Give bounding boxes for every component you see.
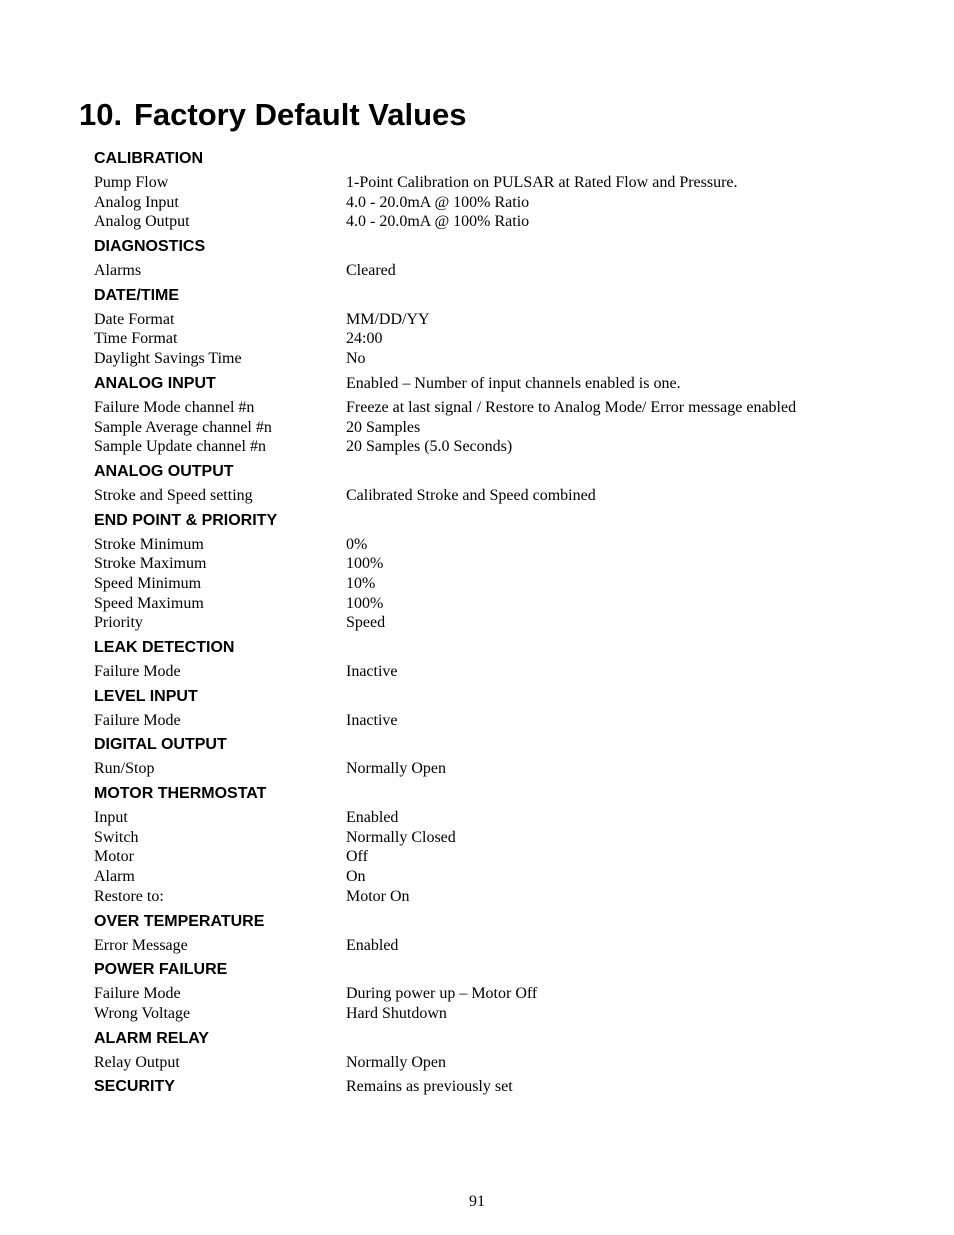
- setting-label: Error Message: [94, 936, 188, 954]
- setting-label: Run/Stop: [94, 760, 155, 778]
- section-title: DATE/TIME: [94, 286, 180, 304]
- setting-row: [94, 828, 914, 848]
- setting-value: Cleared: [346, 262, 396, 280]
- setting-row: [94, 662, 914, 682]
- section-alarm-relay: [94, 1027, 914, 1076]
- heading-title: Factory Default Values: [134, 97, 467, 132]
- section-header: [94, 460, 914, 484]
- setting-label: Date Format: [94, 310, 175, 328]
- section-title: END POINT & PRIORITY: [94, 511, 278, 529]
- section-header: [94, 1027, 914, 1051]
- setting-row: [94, 847, 914, 867]
- section-note: Enabled – Number of input channels enabled is one.: [346, 374, 681, 392]
- setting-value: During power up – Motor Off: [346, 985, 538, 1003]
- setting-value: MM/DD/YY: [346, 310, 430, 328]
- setting-rows: [94, 709, 914, 734]
- setting-rows: [94, 1051, 914, 1076]
- setting-row: [94, 808, 914, 828]
- setting-label: Time Format: [94, 330, 178, 348]
- setting-value: Hard Shutdown: [346, 1004, 447, 1022]
- setting-label: Stroke Minimum: [94, 535, 204, 553]
- setting-rows: [94, 308, 914, 372]
- setting-label: Failure Mode: [94, 711, 181, 729]
- setting-label: Alarm: [94, 868, 135, 886]
- section-header: [94, 733, 914, 757]
- section-title: ALARM RELAY: [94, 1029, 209, 1047]
- section-title: CALIBRATION: [94, 150, 204, 167]
- heading-number: 10.: [79, 97, 123, 132]
- setting-rows: [94, 259, 914, 284]
- setting-row: [94, 535, 914, 555]
- section-end-point-priority: [94, 509, 914, 636]
- section-header: [94, 509, 914, 533]
- defaults-list: [94, 147, 914, 1099]
- setting-row: [94, 1004, 914, 1024]
- setting-label: Motor: [94, 848, 134, 866]
- setting-row: [94, 867, 914, 887]
- section-power-failure: [94, 958, 914, 1026]
- setting-label: Switch: [94, 828, 139, 846]
- setting-rows: [94, 171, 914, 235]
- section-date-time: [94, 284, 914, 372]
- section-title: DIGITAL OUTPUT: [94, 736, 227, 754]
- setting-value: 20 Samples: [346, 418, 421, 436]
- section-analog-input: [94, 372, 914, 460]
- section-title: LEAK DETECTION: [94, 639, 235, 656]
- setting-row: [94, 212, 914, 232]
- setting-label: Sample Average channel #n: [94, 418, 272, 436]
- setting-rows: [94, 806, 914, 909]
- setting-row: [94, 329, 914, 349]
- setting-rows: [94, 533, 914, 636]
- section-title: POWER FAILURE: [94, 961, 228, 979]
- setting-label: Analog Input: [94, 193, 179, 211]
- setting-label: Stroke Maximum: [94, 555, 207, 573]
- setting-rows: [94, 484, 914, 509]
- setting-value: 100%: [346, 594, 384, 612]
- section-diagnostics: [94, 235, 914, 284]
- setting-label: Daylight Savings Time: [94, 350, 242, 368]
- setting-value: Normally Closed: [346, 828, 456, 846]
- section-security: [94, 1075, 914, 1099]
- section-leak-detection: [94, 636, 914, 685]
- section-level-input: [94, 685, 914, 734]
- setting-row: [94, 310, 914, 330]
- setting-rows: [94, 660, 914, 685]
- section-over-temperature: [94, 910, 914, 959]
- setting-value: On: [346, 868, 366, 886]
- setting-row: [94, 437, 914, 457]
- setting-label: Speed Maximum: [94, 594, 204, 612]
- setting-row: [94, 398, 914, 418]
- setting-row: [94, 554, 914, 574]
- setting-value: 20 Samples (5.0 Seconds): [346, 438, 513, 456]
- section-title: SECURITY: [94, 1078, 175, 1096]
- setting-value: 10%: [346, 574, 376, 592]
- setting-row: [94, 574, 914, 594]
- page-heading: [79, 95, 467, 135]
- setting-row: [94, 193, 914, 213]
- setting-value: Motor On: [346, 887, 410, 905]
- setting-value: 24:00: [346, 330, 383, 348]
- setting-value: Speed: [346, 614, 386, 632]
- setting-label: Failure Mode channel #n: [94, 398, 255, 416]
- setting-value: 1-Point Calibration on PULSAR at Rated Flow and Pressure.: [346, 174, 738, 191]
- setting-label: Speed Minimum: [94, 574, 202, 592]
- section-digital-output: [94, 733, 914, 782]
- setting-value: Enabled: [346, 809, 399, 827]
- section-header: [94, 147, 914, 171]
- setting-label: Input: [94, 809, 128, 827]
- section-title: ANALOG OUTPUT: [94, 462, 234, 480]
- section-header: [94, 1075, 914, 1099]
- setting-row: [94, 711, 914, 731]
- setting-row: [94, 594, 914, 614]
- section-title: LEVEL INPUT: [94, 687, 198, 705]
- setting-value: Off: [346, 848, 368, 866]
- setting-value: Calibrated Stroke and Speed combined: [346, 486, 596, 504]
- setting-label: Stroke and Speed setting: [94, 486, 253, 504]
- section-note: Remains as previously set: [346, 1078, 513, 1096]
- setting-value: Inactive: [346, 663, 398, 680]
- setting-label: Failure Mode: [94, 985, 181, 1003]
- setting-rows: [94, 757, 914, 782]
- setting-value: 0%: [346, 535, 368, 553]
- section-header: [94, 372, 914, 396]
- setting-value: 100%: [346, 555, 384, 573]
- setting-rows: [94, 396, 914, 460]
- setting-row: [94, 759, 914, 779]
- setting-rows: [94, 982, 914, 1026]
- setting-label: Relay Output: [94, 1053, 180, 1071]
- setting-row: [94, 1053, 914, 1073]
- section-header: [94, 958, 914, 982]
- setting-label: Sample Update channel #n: [94, 438, 266, 456]
- setting-value: 4.0 - 20.0mA @ 100% Ratio: [346, 213, 530, 231]
- setting-value: Freeze at last signal / Restore to Analog Mode/ Error message enabled: [346, 398, 797, 416]
- setting-value: Normally Open: [346, 760, 446, 778]
- setting-value: Enabled: [346, 936, 399, 954]
- section-analog-output: [94, 460, 914, 509]
- setting-row: [94, 173, 914, 193]
- section-title: ANALOG INPUT: [94, 374, 216, 392]
- setting-row: [94, 349, 914, 369]
- setting-row: [94, 261, 914, 281]
- setting-label: Failure Mode: [94, 663, 181, 680]
- setting-value: Normally Open: [346, 1053, 446, 1071]
- setting-rows: [94, 934, 914, 959]
- setting-value: No: [346, 350, 366, 368]
- section-motor-thermostat: [94, 782, 914, 909]
- setting-row: [94, 486, 914, 506]
- section-header: [94, 284, 914, 308]
- section-calibration: [94, 147, 914, 235]
- setting-row: [94, 984, 914, 1004]
- page-number: 91: [469, 1193, 485, 1210]
- setting-label: Alarms: [94, 262, 142, 280]
- section-header: [94, 636, 914, 660]
- section-header: [94, 685, 914, 709]
- section-title: DIAGNOSTICS: [94, 238, 206, 256]
- section-title: MOTOR THERMOSTAT: [94, 785, 267, 803]
- section-header: [94, 235, 914, 259]
- setting-row: [94, 613, 914, 633]
- section-header: [94, 910, 914, 934]
- setting-row: [94, 936, 914, 956]
- section-header: [94, 782, 914, 806]
- setting-value: 4.0 - 20.0mA @ 100% Ratio: [346, 193, 530, 211]
- setting-label: Analog Output: [94, 213, 190, 231]
- setting-row: [94, 887, 914, 907]
- setting-label: Pump Flow: [94, 174, 169, 191]
- setting-label: Wrong Voltage: [94, 1004, 191, 1022]
- setting-label: Priority: [94, 614, 143, 632]
- setting-row: [94, 418, 914, 438]
- section-title: OVER TEMPERATURE: [94, 912, 265, 930]
- setting-label: Restore to:: [94, 887, 164, 905]
- setting-value: Inactive: [346, 711, 398, 729]
